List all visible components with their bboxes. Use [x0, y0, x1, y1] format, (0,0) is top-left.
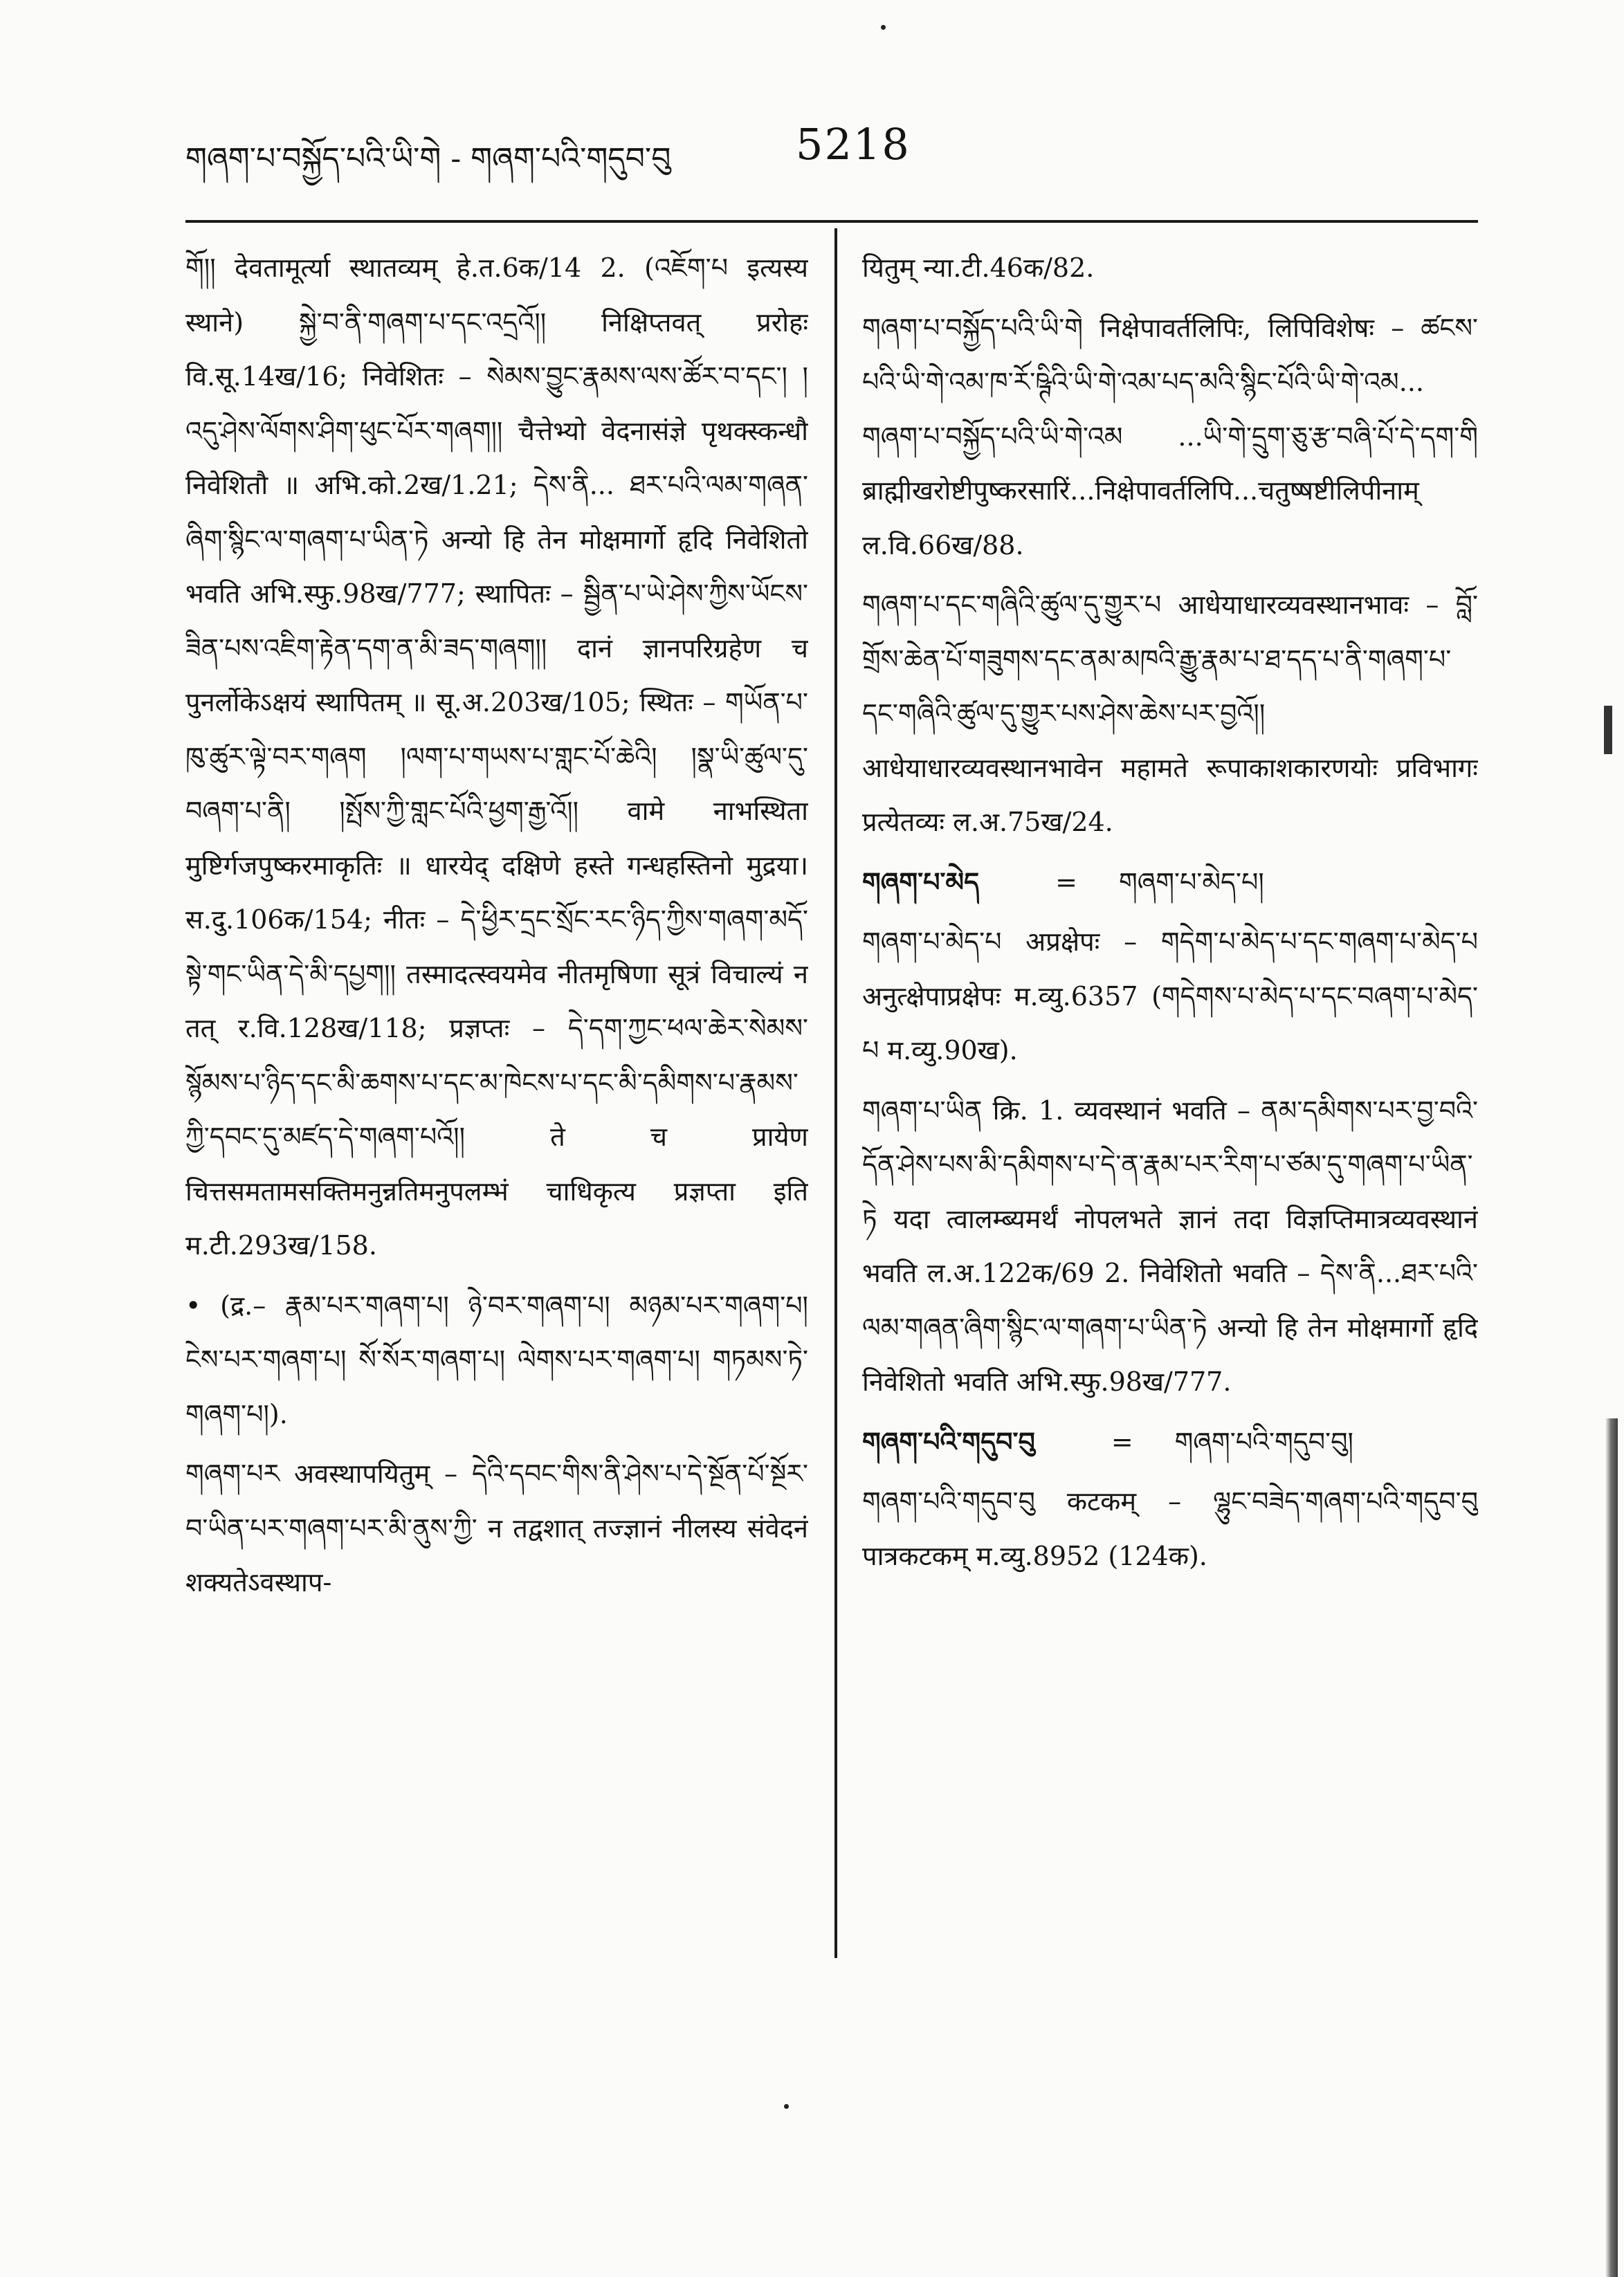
column-divider [834, 228, 837, 1958]
dictionary-entry: གཞག་པའི་གདུབ་བུ कटकम् – ལྷུང་བཟེད་གཞག་པའི་གདུབ་བུ पात्रकटकम् म.व्यु.8952 (124क). [862, 1486, 1478, 1571]
scan-binding-shadow [1605, 1418, 1618, 2277]
dictionary-entry: གཞག་པར अवस्थापयितुम् – དེའི་དབང་གིས་ནི་ཤེས་པ་དེ་སྔོན་པོ་སྔོར་བ་ཡིན་པར་གཞག་པར་མི་ནུས་ཀྱི་ न तद्वशात् तज्ज्ञानं नीलस्य संवेदनं शक्यतेऽवस्थाप- [185, 1458, 808, 1598]
left-column [185, 241, 808, 1943]
equivalence-entry [862, 1415, 1478, 1470]
dictionary-entry: གཞག་པ་ཡིན क्रि. 1. व्यवस्थानं भवति – ནམ་དམིགས་པར་བྱ་བའི་དོན་ཤེས་པས་མི་དམིགས་པ་དེ་ན་རྣམ་པར་རིག་པ་ཙམ་དུ་གཞག་པ་ཡིན་ཏེ यदा त्वालम्ब्यमर्थं नोपलभते ज्ञानं तदा विज्ञप्तिमात्रव्यवस्थानं भवति ल.अ.122क/69 2. निवेशितो भवति – དེས་ནི...ཐར་པའི་ལམ་གཞན་ཞིག་སྙིང་ལ་གཞག་པ་ཡིན་ཏེ अन्यो हि तेन मोक्षमार्गो हृदि निवेशितो भवति अभि.स्फु.98ख/777. [862, 1095, 1478, 1397]
equivalence-target: གཞག་པའི་གདུབ་བུ། [1174, 1426, 1353, 1457]
scan-speck [784, 2104, 789, 2109]
dictionary-entry-continuation: यितुम् न्या.टी.46क/82. [862, 253, 1095, 283]
scan-edge-mark [1604, 706, 1612, 754]
dictionary-entry: གཞག་པ་མེད་པ अप्रक्षेपः – གདེག་པ་མེད་པ་དང་གཞག་པ་མེད་པ अनुत्क्षेपाप्रक्षेपः म.व्यु.6357 (གདེགས་པ་མེད་པ་དང་བཞག་པ་མེད་པ म.व्यु.90ख). [862, 926, 1478, 1066]
equivalence-headword: གཞག་པ་མེད [862, 866, 980, 897]
cross-reference-note: • (द्र.– རྣམ་པར་གཞག་པ། ཉེ་བར་གཞག་པ། མཉམ་པར་གཞག་པ། ངེས་པར་གཞག་པ། སོ་སོར་གཞག་པ། ལེགས་པར་གཞག་པ། གཏམས་ཏེ་གཞག་པ།). [185, 1290, 808, 1429]
equals-sign: = [1111, 1426, 1133, 1457]
right-column [862, 241, 1478, 2054]
equivalence-entry [862, 855, 1478, 910]
equivalence-target: གཞག་པ་མེད་པ། [1118, 866, 1264, 897]
dictionary-entry: གཞག་པ་བསྐྱོད་པའི་ཡི་གེ निक्षेपावर्तलिपिः, लिपिविशेषः – ཚངས་པའི་ཡི་གེ་འམ་ཁ་རོ་ཥྚིའི་ཡི་གེ་འམ་པད་མའི་སྙིང་པོའི་ཡི་གེ་འམ... གཞག་པ་བསྐྱོད་པའི་ཡི་གེ་འམ ...ཡི་གེ་དྲུག་ཅུ་རྩ་བཞི་པོ་དེ་དག་གི ब्राह्मीखरोष्टीपुष्करसारिं...निक्षेपावर्तलिपि...चतुष्षष्टीलिपीनाम् ल.वि.66ख/88. [862, 312, 1478, 560]
equals-sign: = [1055, 866, 1077, 897]
dictionary-entry: གཞག་པ་དང་གཞིའི་ཚུལ་དུ་གྱུར་པ आधेयाधारव्यवस्थानभावः – བློ་གྲོས་ཆེན་པོ་གཟུགས་དང་ནམ་མཁའི་རྒྱུ་རྣམ་པ་ཐ་དད་པ་ནི་གཞག་པ་དང་གཞིའི་ཚུལ་དུ་གྱུར་པས་ཤེས་ཆེས་པར་བྱའོ།། आधेयाधारव्यवस्थानभावेन महामते रूपाकाशकारणयोः प्रविभागः प्रत्येतव्यः ल.अ.75ख/24. [862, 589, 1478, 837]
running-header-tibetan: གཞག་པ་བསྐྱོད་པའི་ཡི་གེ - གཞག་པའི་གདུབ་བུ [185, 141, 671, 176]
scan-speck [881, 25, 886, 30]
dictionary-entry: གོ།། देवतामूर्त्या स्थातव्यम् हे.त.6क/14 2. (འཇོག་པ इत्यस्य स्थाने) སྐྱེ་བ་ནི་གཞག་པ་དང་འདྲའོ།། निक्षिप्तवत् प्ररोहः वि.सू.14ख/16; निवेशितः – སེམས་བྱུང་རྣམས་ལས་ཚོར་བ་དང་། །འདུ་ཤེས་ལོགས་ཤིག་ཕུང་པོར་གཞག།། चैत्तेभ्यो वेदनासंज्ञे पृथक्स्कन्धौ निवेशितौ ॥ अभि.को.2ख/1.21; དེས་ནི... ཐར་པའི་ལམ་གཞན་ཞིག་སྙིང་ལ་གཞག་པ་ཡིན་ཏེ अन्यो हि तेन मोक्षमार्गो हृदि निवेशितो भवति अभि.स्फु.98ख/777; स्थापितः – སྦྱིན་པ་ཡེ་ཤེས་ཀྱིས་ཡོངས་ཟིན་པས་འཇིག་རྟེན་དག་ན་མི་ཟད་གཞག།། दानं ज्ञानपरिग्रहेण च पुनर्लोकेऽक्षयं स्थापितम् ॥ सू.अ.203ख/105; स्थितः – གཡོན་པ་ཁུ་ཚུར་ལྟེ་བར་གཞག །ལག་པ་གཡས་པ་གླང་པོ་ཆེའི། །སྣ་ཡི་ཚུལ་དུ་བཞག་པ་ནི། །སྤོས་ཀྱི་གླང་པོའི་ཕྱག་རྒྱ་འོ།། वामे नाभस्थिता मुष्टिर्गजपुष्करमाकृतिः ॥ धारयेद् दक्षिणे हस्ते गन्धहस्तिनो मुद्रया। स.दु.106क/154; नीतः – དེ་ཕྱིར་དྲང་སྲོང་རང་ཉིད་ཀྱིས་གཞག་མདོ་སྟེ་གང་ཡིན་དེ་མི་དཔྱག།། तस्मादत्स्वयमेव नीतमृषिणा सूत्रं विचाल्यं न तत् र.वि.128ख/118; प्रज्ञप्तः – དེ་དག་ཀྱང་ཕལ་ཆེར་སེམས་སྙོམས་པ་ཉིད་དང་མི་ཆགས་པ་དང་མ་ཁེངས་པ་དང་མི་དམིགས་པ་རྣམས་ཀྱི་དབང་དུ་མཛད་དེ་གཞག་པའོ།། ते च प्रायेण चित्तसमतामसक्तिमनुन्नतिमनुपलम्भं चाधिकृत्य प्रज्ञप्ता इति म.टी.293ख/158. [185, 253, 808, 1261]
page-number: 5218 [796, 119, 911, 170]
header-rule [185, 220, 1478, 223]
equivalence-headword: གཞག་པའི་གདུབ་བུ [862, 1425, 1035, 1457]
